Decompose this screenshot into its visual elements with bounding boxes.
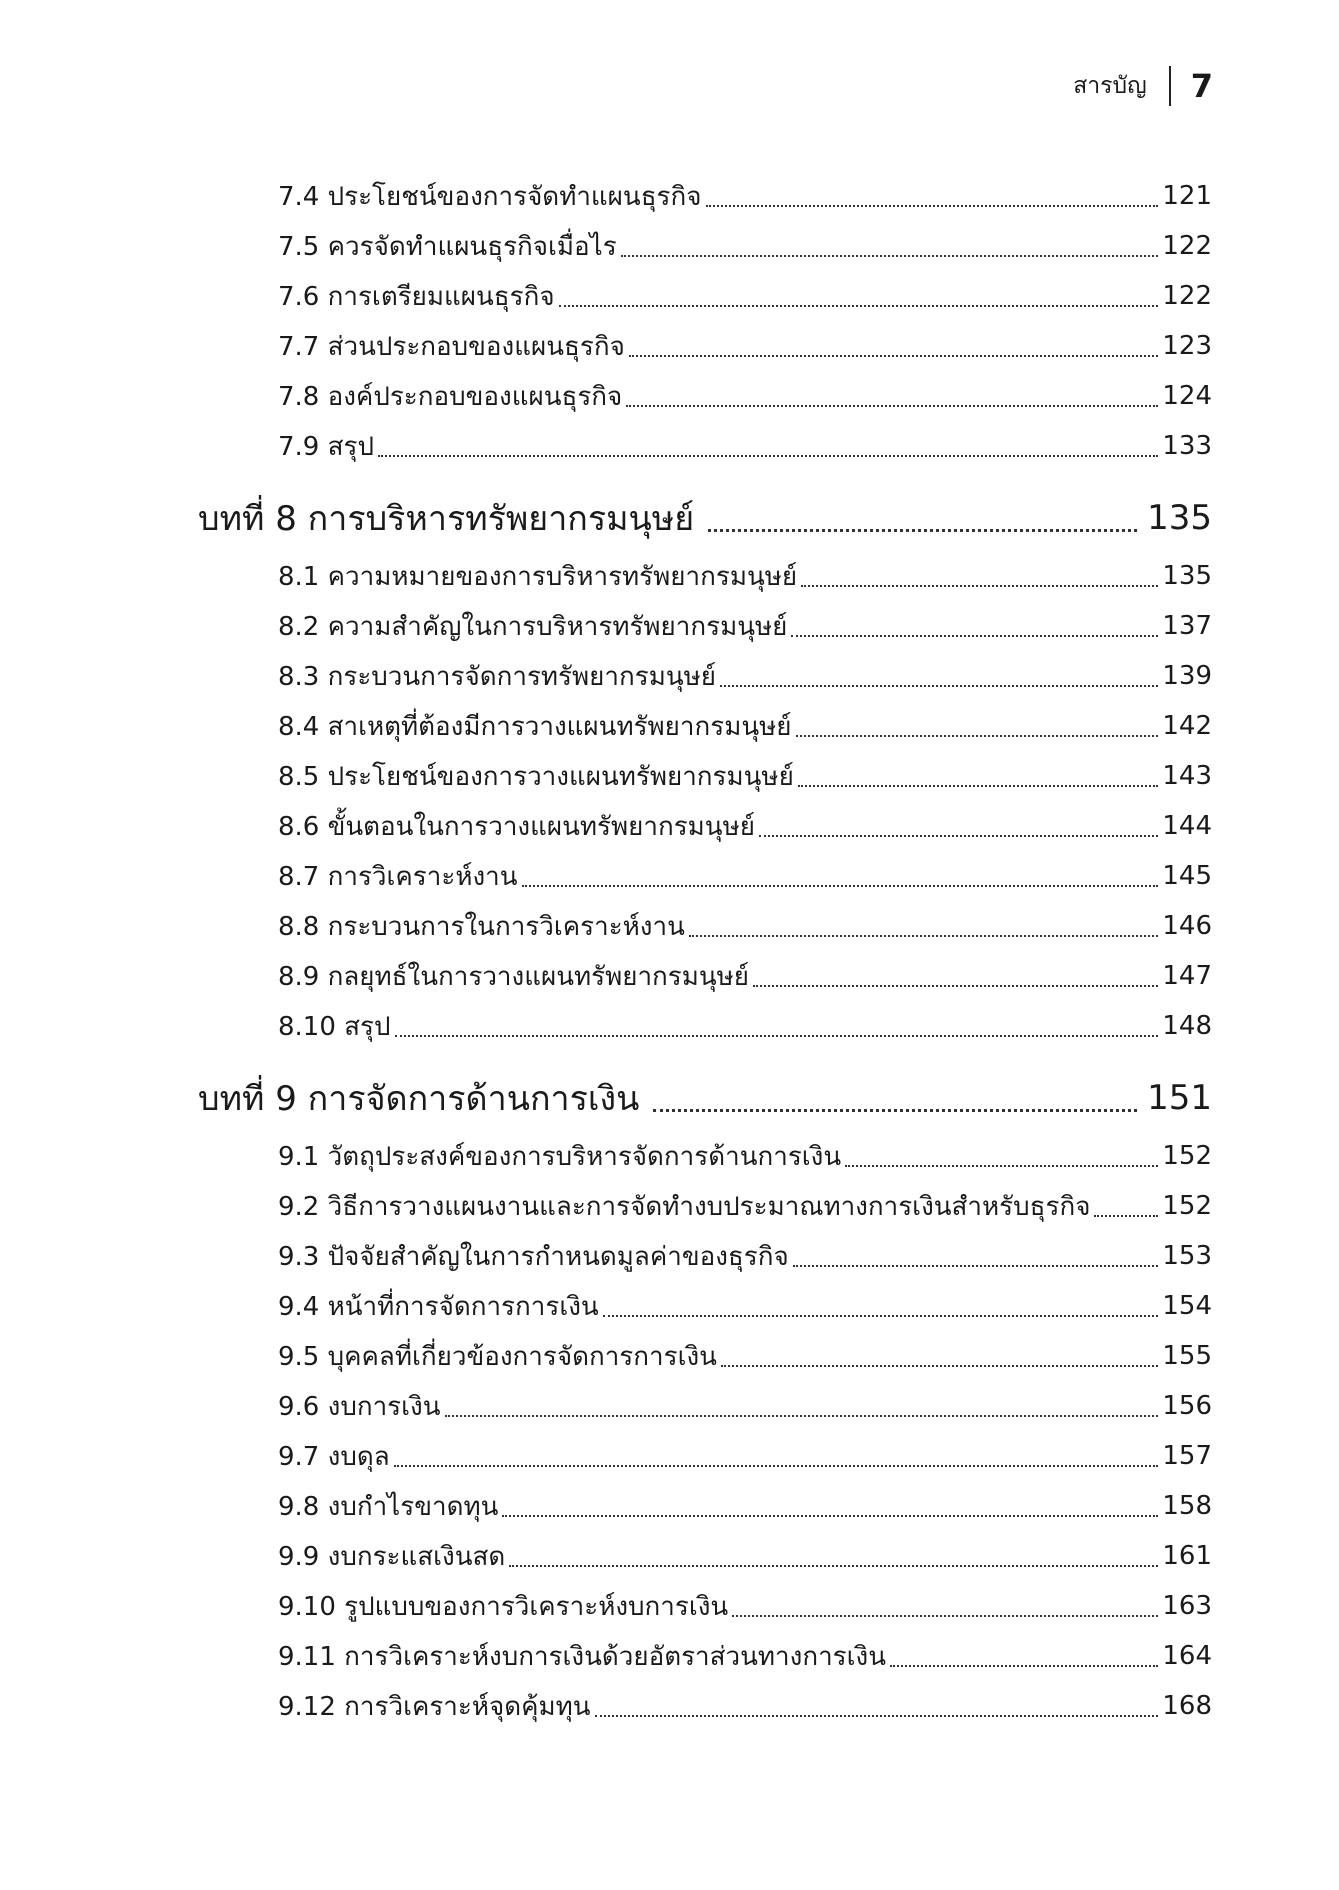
toc-chapter-9: [198, 1065, 1212, 1131]
toc-entry-text: 8.9 กลยุทธ์ในการวางแผนทรัพยากรมนุษย์: [278, 961, 750, 992]
toc-entry-text: 8.2 ความสำคัญในการบริหารทรัพยากรมนุษย์: [278, 611, 788, 642]
toc-entry-9-9: [278, 1531, 1212, 1581]
dot-leader: [445, 1415, 1159, 1417]
toc-entry-7-6: [278, 271, 1212, 321]
toc-entry-9-3: [278, 1231, 1212, 1281]
dot-leader: [629, 355, 1159, 357]
toc-entry-page: 148: [1162, 1011, 1212, 1041]
toc-entry-page: 147: [1162, 961, 1212, 991]
toc-entry-text: 9.5 บุคคลที่เกี่ยวข้องการจัดการการเงิน: [278, 1341, 717, 1372]
toc-entry-page: 137: [1162, 611, 1212, 641]
dot-leader: [603, 1315, 1159, 1317]
toc-entry-8-9: [278, 951, 1212, 1001]
dot-leader: [706, 205, 1159, 207]
toc-entry-text: 8.6 ขั้นตอนในการวางแผนทรัพยากรมนุษย์: [278, 811, 755, 842]
toc-entry-text: 9.7 งบดุล: [278, 1441, 390, 1472]
toc-entry-text: 9.12 การวิเคราะห์จุดคุ้มทุน: [278, 1691, 591, 1722]
toc-entry-8-5: [278, 751, 1212, 801]
toc-entry-page: 161: [1162, 1541, 1212, 1571]
toc-entry-page: 153: [1162, 1241, 1212, 1271]
dot-leader: [793, 1265, 1159, 1267]
toc-entry-9-11: [278, 1631, 1212, 1681]
toc-entry-7-4: [278, 171, 1212, 221]
toc-entry-9-7: [278, 1431, 1212, 1481]
toc-entry-page: 154: [1162, 1291, 1212, 1321]
toc-entry-page: 144: [1162, 811, 1212, 841]
toc-entry-text: 7.7 ส่วนประกอบของแผนธุรกิจ: [278, 331, 625, 362]
dot-leader: [798, 785, 1159, 787]
toc-entry-8-7: [278, 851, 1212, 901]
toc-entry-text: 7.5 ควรจัดทำแผนธุรกิจเมื่อไร: [278, 231, 617, 262]
toc-entry-text: 8.3 กระบวนการจัดการทรัพยากรมนุษย์: [278, 661, 716, 692]
toc-entry-page: 158: [1162, 1491, 1212, 1521]
toc-entry-text: 8.8 กระบวนการในการวิเคราะห์งาน: [278, 911, 685, 942]
toc-entry-page: 133: [1162, 431, 1212, 461]
toc-entry-text: 7.9 สรุป: [278, 431, 374, 462]
toc-entry-8-6: [278, 801, 1212, 851]
toc-entry-page: 164: [1162, 1641, 1212, 1671]
toc-entry-text: 8.7 การวิเคราะห์งาน: [278, 861, 518, 892]
toc-entry-9-8: [278, 1481, 1212, 1531]
toc-entry-9-12: [278, 1681, 1212, 1731]
toc-entry-text: 8.4 สาเหตุที่ต้องมีการวางแผนทรัพยากรมนุษย์: [278, 711, 792, 742]
chapter-heading: บทที่ 9 การจัดการด้านการเงิน: [198, 1079, 640, 1119]
dot-leader: [1094, 1215, 1158, 1217]
toc-entry-text: 7.8 องค์ประกอบของแผนธุรกิจ: [278, 381, 623, 412]
toc-entry-page: 163: [1162, 1591, 1212, 1621]
toc-entry-page: 157: [1162, 1441, 1212, 1471]
toc-entry-text: 8.5 ประโยชน์ของการวางแผนทรัพยากรมนุษย์: [278, 761, 794, 792]
toc-entry-8-3: [278, 651, 1212, 701]
toc-entry-text: 9.9 งบกระแสเงินสด: [278, 1541, 506, 1572]
toc-entry-9-5: [278, 1331, 1212, 1381]
toc-entry-page: 152: [1162, 1191, 1212, 1221]
dot-leader: [845, 1165, 1158, 1167]
toc-entry-text: 9.8 งบกำไรขาดทุน: [278, 1491, 499, 1522]
toc-entry-text: 9.4 หน้าที่การจัดการการเงิน: [278, 1291, 599, 1322]
dot-leader: [753, 985, 1158, 987]
toc-entry-text: 9.2 วิธีการวางแผนงานและการจัดทำงบประมาณทางการเงินสำหรับธุรกิจ: [278, 1191, 1091, 1222]
toc-entry-text: 9.1 วัตถุประสงค์ของการบริหารจัดการด้านการเงิน: [278, 1141, 842, 1172]
dot-leader: [626, 405, 1158, 407]
dot-leader: [559, 305, 1159, 307]
dot-leader: [720, 685, 1158, 687]
dot-leader: [522, 885, 1159, 887]
dot-leader: [708, 529, 1137, 532]
dot-leader: [395, 1035, 1159, 1037]
toc-entry-text: 9.6 งบการเงิน: [278, 1391, 441, 1422]
toc-entry-8-8: [278, 901, 1212, 951]
toc-entry-text: 8.10 สรุป: [278, 1011, 391, 1042]
dot-leader: [394, 1465, 1159, 1467]
chapter-page: 151: [1147, 1078, 1212, 1118]
toc-entry-page: 143: [1162, 761, 1212, 791]
toc-entry-8-1: [278, 551, 1212, 601]
toc-entry-text: 8.1 ความหมายของการบริหารทรัพยากรมนุษย์: [278, 561, 798, 592]
toc-entry-page: 124: [1162, 381, 1212, 411]
toc-entry-page: 168: [1162, 1691, 1212, 1721]
dot-leader: [759, 835, 1158, 837]
toc-entry-page: 146: [1162, 911, 1212, 941]
toc-entry-page: 122: [1162, 281, 1212, 311]
header-title: สารบัญ: [1073, 73, 1147, 99]
toc-entry-page: 156: [1162, 1391, 1212, 1421]
toc-entry-text: 7.4 ประโยชน์ของการจัดทำแผนธุรกิจ: [278, 181, 702, 212]
toc-chapter-8: [198, 485, 1212, 551]
toc-entry-9-4: [278, 1281, 1212, 1331]
dot-leader: [801, 585, 1158, 587]
toc-entry-9-2: [278, 1181, 1212, 1231]
toc-entry-8-2: [278, 601, 1212, 651]
toc-entry-7-5: [278, 221, 1212, 271]
toc-entry-9-1: [278, 1131, 1212, 1181]
toc-entry-text: 7.6 การเตรียมแผนธุรกิจ: [278, 281, 555, 312]
running-header: [1073, 62, 1213, 110]
toc-entry-text: 9.11 การวิเคราะห์งบการเงินด้วยอัตราส่วนทางการเงิน: [278, 1641, 886, 1672]
dot-leader: [890, 1665, 1158, 1667]
toc-entry-8-10: [278, 1001, 1212, 1051]
chapter-heading: บทที่ 8 การบริหารทรัพยากรมนุษย์: [198, 499, 695, 539]
dot-leader: [791, 635, 1158, 637]
toc-entry-page: 121: [1162, 181, 1212, 211]
dot-leader: [378, 455, 1158, 457]
chapter-page: 135: [1147, 498, 1212, 538]
toc-entry-7-9: [278, 421, 1212, 471]
toc-entry-page: 135: [1162, 561, 1212, 591]
table-of-contents: [0, 171, 1339, 1731]
toc-entry-page: 142: [1162, 711, 1212, 741]
header-divider: [1169, 66, 1171, 106]
dot-leader: [502, 1515, 1158, 1517]
header-page-number: 7: [1190, 67, 1213, 105]
toc-entry-page: 122: [1162, 231, 1212, 261]
dot-leader: [595, 1715, 1159, 1717]
dot-leader: [653, 1109, 1137, 1112]
toc-entry-page: 139: [1162, 661, 1212, 691]
toc-entry-8-4: [278, 701, 1212, 751]
toc-entry-text: 9.3 ปัจจัยสำคัญในการกำหนดมูลค่าของธุรกิจ: [278, 1241, 789, 1272]
toc-entry-page: 155: [1162, 1341, 1212, 1371]
toc-entry-7-8: [278, 371, 1212, 421]
dot-leader: [721, 1365, 1158, 1367]
toc-entry-7-7: [278, 321, 1212, 371]
toc-entry-page: 123: [1162, 331, 1212, 361]
toc-entry-9-6: [278, 1381, 1212, 1431]
dot-leader: [621, 255, 1159, 257]
toc-entry-9-10: [278, 1581, 1212, 1631]
toc-entry-page: 145: [1162, 861, 1212, 891]
dot-leader: [689, 935, 1158, 937]
toc-entry-page: 152: [1162, 1141, 1212, 1171]
dot-leader: [509, 1565, 1158, 1567]
dot-leader: [732, 1615, 1158, 1617]
toc-entry-text: 9.10 รูปแบบของการวิเคราะห์งบการเงิน: [278, 1591, 729, 1622]
dot-leader: [796, 735, 1159, 737]
